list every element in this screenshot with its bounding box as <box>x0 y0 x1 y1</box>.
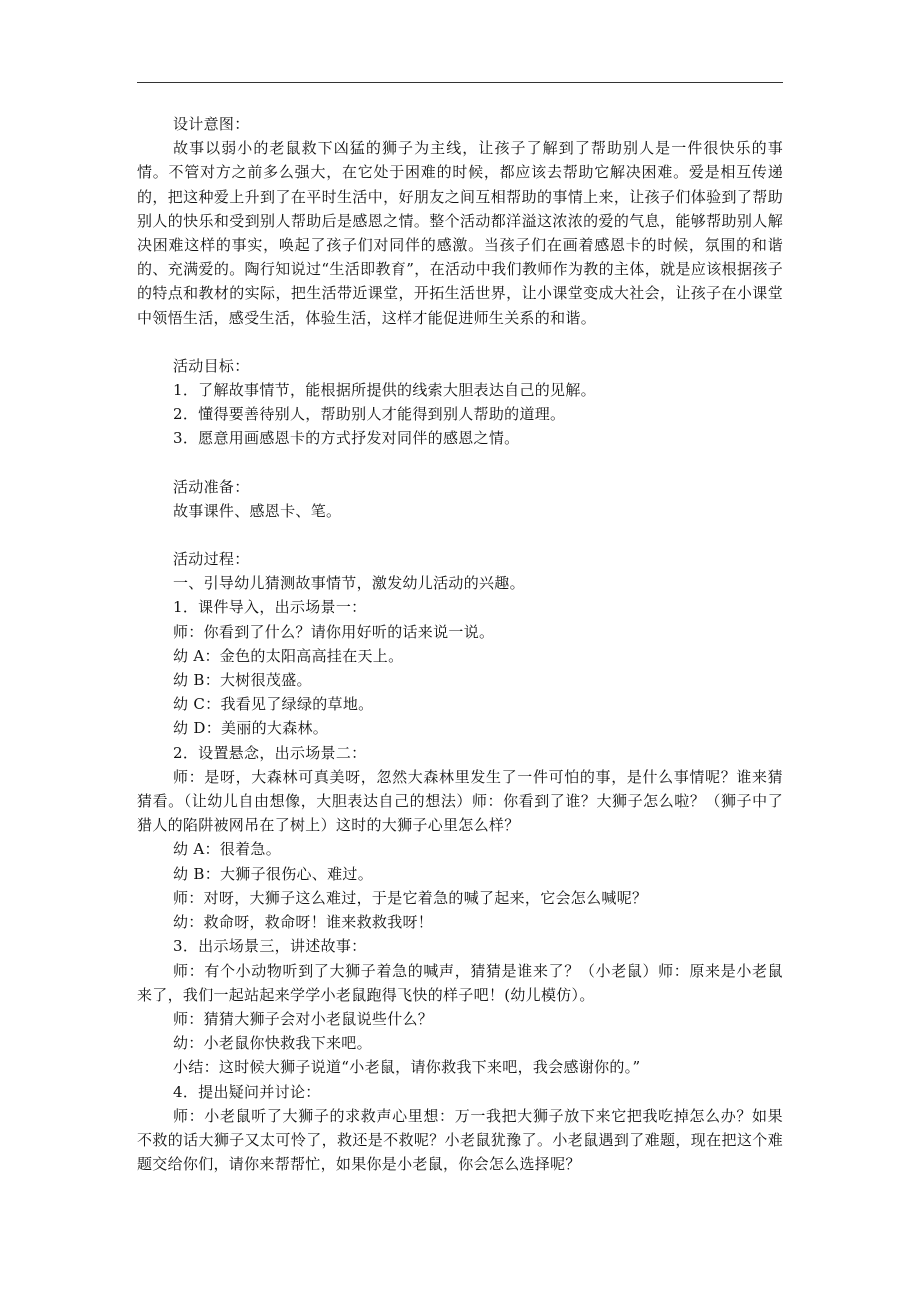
process-line: 师：你看到了什么？请你用好听的话来说一说。 <box>173 622 495 641</box>
process-line: 幼 A：很着急。 <box>173 840 282 859</box>
process-line: 小结：这时候大狮子说道“小老鼠，请你救我下来吧，我会感谢你的。” <box>173 1058 641 1077</box>
section-spacer <box>137 523 783 547</box>
process-line: 师：猜猜大狮子会对小老鼠说些什么？ <box>173 1009 434 1028</box>
process-line: 幼 D：美丽的大森林。 <box>173 719 329 738</box>
section-spacer <box>137 330 783 354</box>
process-line: 2．设置悬念，出示场景二： <box>173 743 367 762</box>
header-rule <box>137 82 783 83</box>
document-body <box>137 112 783 1176</box>
process-line: 幼 B：大狮子很伤心、难过。 <box>173 864 373 883</box>
process-line: 幼：救命呀，救命呀！谁来救救我呀！ <box>173 913 434 932</box>
section-spacer <box>137 451 783 475</box>
goals-heading: 活动目标： <box>173 356 250 375</box>
preparation-heading: 活动准备： <box>173 477 250 496</box>
process-line: 3．出示场景三，讲述故事： <box>173 937 367 956</box>
process-line: 1．课件导入，出示场景一： <box>173 598 367 617</box>
process-line: 幼 B：大树很茂盛。 <box>173 671 312 690</box>
goal-item-1: 1．了解故事情节，能根据所提供的线索大胆表达自己的见解。 <box>173 381 596 400</box>
process-paragraph: 师：小老鼠听了大狮子的求救声心里想：万一我把大狮子放下来它把我吃掉怎么办？如果不救的话大狮子又太可怜了，救还是不救呢？小老鼠犹豫了。小老鼠遇到了难题，现在把这个难题交给你们，请你来帮帮忙，如果你是小老鼠，你会怎么选择呢？ <box>137 1106 783 1174</box>
goal-item-3: 3．愿意用画感恩卡的方式抒发对同伴的感恩之情。 <box>173 429 520 448</box>
goal-item-2: 2．懂得要善待别人，帮助别人才能得到别人帮助的道理。 <box>173 405 566 424</box>
design-intent-paragraph: 故事以弱小的老鼠救下凶猛的狮子为主线，让孩子了解到了帮助别人是一件很快乐的事情。不管对方之前多么强大，在它处于困难的时候，都应该去帮助它解决困难。爱是相互传递的，把这种爱上升到了在平时生活中，好朋友之间互相帮助的事情上来，让孩子们体验到了帮助别人的快乐和受到别人帮助后是感恩之情。整个活动都洋溢这浓浓的爱的气息，能够帮助别人解决困难这样的事实，唤起了孩子们对同伴的感激。当孩子们在画着感恩卡的时候，氛围的和谐的、充满爱的。陶行知说过“生活即教育”，在活动中我们教师作为教的主体，就是应该根据孩子的特点和教材的实际，把生活带近课堂，开拓生活世界，让小课堂变成大社会，让孩子在小课堂中领悟生活，感受生活，体验生活，这样才能促进师生关系的和谐。 <box>137 139 783 327</box>
process-paragraph: 师：是呀，大森林可真美呀，忽然大森林里发生了一件可怕的事，是什么事情呢？谁来猜猜看。（让幼儿自由想像，大胆表达自己的想法）师：你看到了谁？大狮子怎么啦？（狮子中了猎人的陷阱被网吊在了树上）这时的大狮子心里怎么样？ <box>137 767 783 835</box>
process-line: 4．提出疑问并讨论： <box>173 1082 321 1101</box>
process-heading: 活动过程： <box>173 550 250 569</box>
process-line: 幼 C：我看见了绿绿的草地。 <box>173 695 374 714</box>
process-line: 幼：小老鼠你快救我下来吧。 <box>173 1034 372 1053</box>
process-line: 幼 A：金色的太阳高高挂在天上。 <box>173 646 404 665</box>
process-line: 一、引导幼儿猜测故事情节，激发幼儿活动的兴趣。 <box>173 574 525 593</box>
process-paragraph: 师：有个小动物听到了大狮子着急的喊声，猜猜是谁来了？（小老鼠）师：原来是小老鼠来了，我们一起站起来学学小老鼠跑得飞快的样子吧！(幼儿模仿）。 <box>137 961 783 1004</box>
process-line: 师：对呀，大狮子这么难过，于是它着急的喊了起来，它会怎么喊呢？ <box>173 888 648 907</box>
preparation-text: 故事课件、感恩卡、笔。 <box>173 501 342 520</box>
design-intent-heading: 设计意图： <box>173 115 250 133</box>
